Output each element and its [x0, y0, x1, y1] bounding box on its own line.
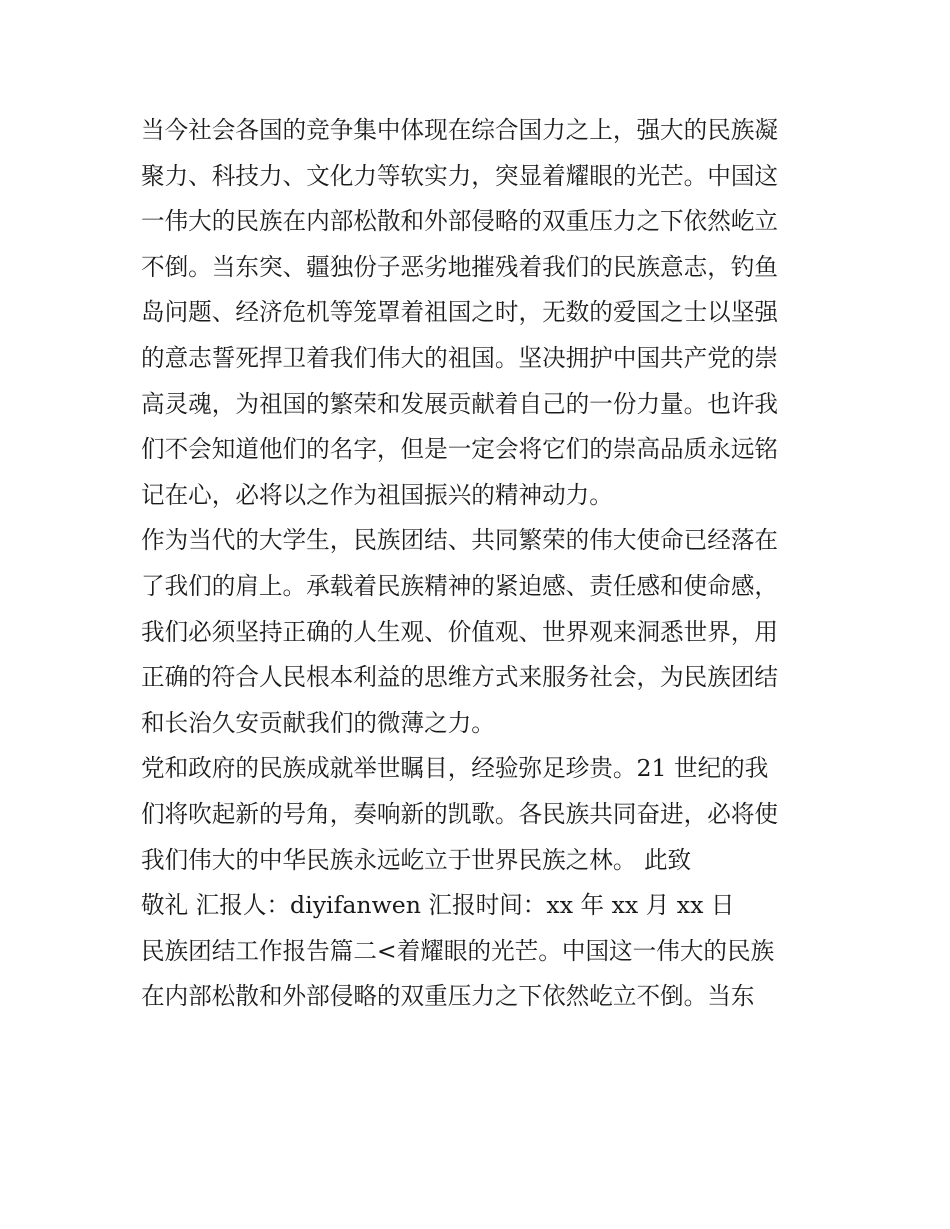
text-line: 一伟大的民族在内部松散和外部侵略的双重压力之下依然屹立 [141, 207, 779, 236]
section-heading-line: 民族团结工作报告篇二<着耀眼的光芒。中国这一伟大的民族 [141, 936, 775, 965]
text-line: 当今社会各国的竞争集中体现在综合国力之上，强大的民族凝 [141, 116, 779, 144]
text-line: 了我们的肩上。承载着民族精神的紧迫感、责任感和使命感， [141, 571, 779, 600]
text-line: 我们必须坚持正确的人生观、价值观、世界观来洞悉世界，用 [141, 617, 779, 646]
text-line: 们不会知道他们的名字，但是一定会将它们的崇高品质永远铭 [141, 435, 779, 464]
text-line: 高灵魂，为祖国的繁荣和发展贡献着自己的一份力量。也许我 [141, 389, 779, 418]
text-line: 不倒。当东突、疆独份子恶劣地摧残着我们的民族意志，钓鱼 [141, 252, 779, 281]
text-line: 的意志誓死捍卫着我们伟大的祖国。坚决拥护中国共产党的崇 [141, 343, 779, 372]
text-line: 岛问题、经济危机等笼罩着祖国之时，无数的爱国之士以坚强 [141, 298, 779, 327]
text-line: 正确的符合人民根本利益的思维方式来服务社会，为民族团结 [141, 663, 779, 692]
text-line: 我们伟大的中华民族永远屹立于世界民族之林。 此致 [141, 845, 692, 874]
document-body [141, 108, 816, 1020]
text-line: 和长治久安贡献我们的微薄之力。 [141, 708, 495, 737]
text-line: 们将吹起新的号角，奏响新的凯歌。各民族共同奋进，必将使 [141, 799, 779, 828]
text-line: 党和政府的民族成就举世瞩目，经验弥足珍贵。21 世纪的我 [141, 754, 769, 783]
text-line: 记在心，必将以之作为祖国振兴的精神动力。 [141, 480, 613, 509]
text-line: 在内部松散和外部侵略的双重压力之下依然屹立不倒。当东 [141, 982, 755, 1011]
signature-line: 敬礼 汇报人：diyifanwen 汇报时间：xx 年 xx 月 xx 日 [141, 891, 735, 920]
text-line: 聚力、科技力、文化力等软实力，突显着耀眼的光芒。中国这 [141, 161, 779, 190]
text-line: 作为当代的大学生，民族团结、共同繁荣的伟大使命已经落在 [141, 526, 779, 555]
